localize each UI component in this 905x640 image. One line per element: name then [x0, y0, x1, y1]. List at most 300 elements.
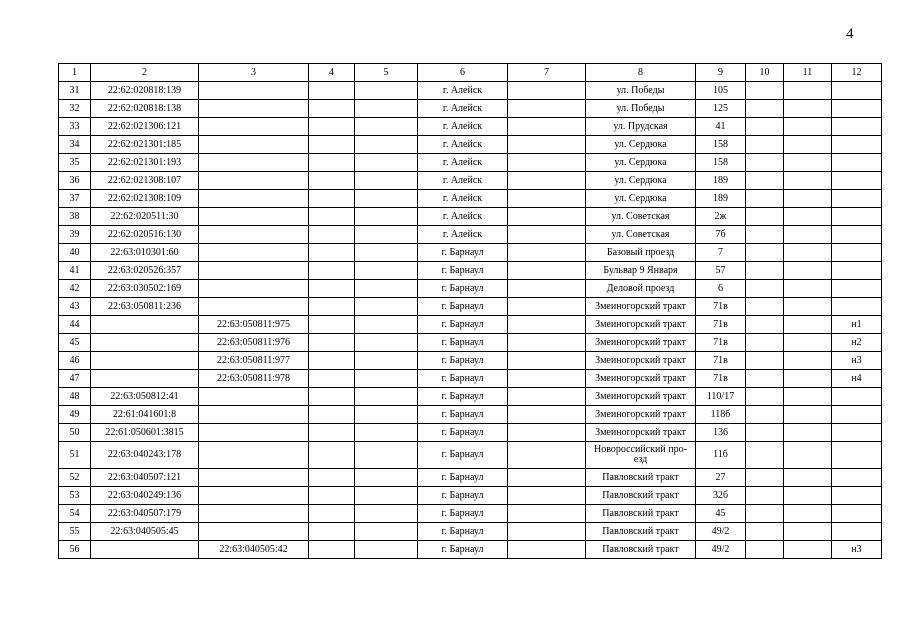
table-cell [91, 334, 199, 352]
table-cell [309, 487, 355, 505]
table-cell: ул. Победы [586, 100, 696, 118]
table-cell [309, 136, 355, 154]
table-cell [355, 208, 418, 226]
table-cell: 125 [696, 100, 746, 118]
table-cell [199, 406, 309, 424]
table-cell: 71в [696, 370, 746, 388]
table-cell [746, 424, 784, 442]
table-cell [309, 226, 355, 244]
table-cell [784, 298, 832, 316]
table-row [59, 226, 882, 244]
table-cell [746, 469, 784, 487]
table-cell [309, 523, 355, 541]
table-cell [199, 298, 309, 316]
table-cell: Новороссийский про-езд [586, 442, 696, 469]
table-cell [355, 370, 418, 388]
table-cell: 7б [696, 226, 746, 244]
table-cell [199, 424, 309, 442]
table-cell: г. Барнаул [418, 424, 508, 442]
table-cell: 22:62:021301:185 [91, 136, 199, 154]
table-body [59, 82, 882, 559]
table-cell [199, 154, 309, 172]
table-row [59, 262, 882, 280]
table-cell: г. Барнаул [418, 388, 508, 406]
table-cell [309, 541, 355, 559]
table-cell: Базовый проезд [586, 244, 696, 262]
table-cell: 22:62:020511:30 [91, 208, 199, 226]
table-cell [355, 505, 418, 523]
table-cell: 22:62:021306:121 [91, 118, 199, 136]
table-cell [355, 334, 418, 352]
table-cell [199, 172, 309, 190]
table-cell [355, 82, 418, 100]
table-cell [199, 469, 309, 487]
table-cell [309, 244, 355, 262]
table-cell [508, 541, 586, 559]
table-cell [508, 352, 586, 370]
table-cell [309, 388, 355, 406]
table-cell [746, 118, 784, 136]
table-cell [91, 352, 199, 370]
table-cell: г. Барнаул [418, 487, 508, 505]
table-cell: ул. Сердюка [586, 172, 696, 190]
table-cell: Павловский тракт [586, 487, 696, 505]
table-cell: 189 [696, 172, 746, 190]
table-cell: 38 [59, 208, 91, 226]
table-cell [746, 487, 784, 505]
table-cell: Змеиногорский тракт [586, 352, 696, 370]
table-cell [355, 244, 418, 262]
table-cell: г. Алейск [418, 154, 508, 172]
table-cell [199, 262, 309, 280]
table-cell [784, 541, 832, 559]
table-cell: г. Алейск [418, 100, 508, 118]
table-cell [832, 523, 882, 541]
table-cell: Павловский тракт [586, 541, 696, 559]
table-cell [199, 505, 309, 523]
table-cell [784, 505, 832, 523]
table-cell [832, 82, 882, 100]
table-cell: 158 [696, 136, 746, 154]
table-row [59, 469, 882, 487]
table-cell: 6 [696, 280, 746, 298]
table-cell [355, 280, 418, 298]
table-cell: 34 [59, 136, 91, 154]
registry-table [58, 63, 882, 559]
table-cell: Змеиногорский тракт [586, 424, 696, 442]
table-cell [784, 424, 832, 442]
table-row [59, 190, 882, 208]
table-cell: Бульвар 9 Января [586, 262, 696, 280]
table-row [59, 541, 882, 559]
table-cell: 22:63:040243:178 [91, 442, 199, 469]
column-header: 9 [696, 64, 746, 82]
table-cell: ул. Победы [586, 82, 696, 100]
table-cell [355, 388, 418, 406]
table-cell [746, 298, 784, 316]
table-cell: г. Барнаул [418, 298, 508, 316]
table-cell: 22:63:050811:977 [199, 352, 309, 370]
table-row [59, 82, 882, 100]
table-cell: 49/2 [696, 541, 746, 559]
table-cell [355, 442, 418, 469]
table-cell: 42 [59, 280, 91, 298]
table-cell: г. Барнаул [418, 316, 508, 334]
table-cell: 158 [696, 154, 746, 172]
table-cell [832, 190, 882, 208]
table-cell [508, 505, 586, 523]
table-cell [309, 298, 355, 316]
table-cell [784, 82, 832, 100]
table-cell: 49/2 [696, 523, 746, 541]
table-cell [508, 298, 586, 316]
table-cell: 54 [59, 505, 91, 523]
table-cell [199, 388, 309, 406]
table-cell: 22:63:050811:975 [199, 316, 309, 334]
table-cell: г. Барнаул [418, 352, 508, 370]
table-cell [309, 424, 355, 442]
column-header: 1 [59, 64, 91, 82]
table-cell [309, 334, 355, 352]
table-cell: 43 [59, 298, 91, 316]
table-cell [746, 505, 784, 523]
table-cell [199, 208, 309, 226]
table-cell: Змеиногорский тракт [586, 370, 696, 388]
table-cell: 27 [696, 469, 746, 487]
table-cell [832, 100, 882, 118]
table-cell [508, 280, 586, 298]
table-cell: 71в [696, 316, 746, 334]
table-cell: 52 [59, 469, 91, 487]
table-cell: 11б [696, 442, 746, 469]
table-cell: ул. Советская [586, 208, 696, 226]
table-cell: 37 [59, 190, 91, 208]
table-cell [309, 100, 355, 118]
table-cell: н2 [832, 334, 882, 352]
table-cell: ул. Сердюка [586, 136, 696, 154]
table-cell: 7 [696, 244, 746, 262]
table-cell: г. Барнаул [418, 442, 508, 469]
table-cell [832, 505, 882, 523]
table-cell: 41 [59, 262, 91, 280]
table-cell: 49 [59, 406, 91, 424]
table-row [59, 334, 882, 352]
table-cell [355, 469, 418, 487]
table-cell: н3 [832, 352, 882, 370]
table-row [59, 352, 882, 370]
table-cell: г. Алейск [418, 118, 508, 136]
column-header: 2 [91, 64, 199, 82]
table-cell: г. Алейск [418, 82, 508, 100]
table-cell: 22:63:050811:236 [91, 298, 199, 316]
table-row [59, 442, 882, 469]
table-cell [832, 406, 882, 424]
table-cell [199, 442, 309, 469]
table-cell [784, 442, 832, 469]
table-cell [832, 244, 882, 262]
table-cell [508, 370, 586, 388]
table-cell [746, 208, 784, 226]
table-cell: 22:63:050811:976 [199, 334, 309, 352]
table-cell: 47 [59, 370, 91, 388]
table-cell: 118б [696, 406, 746, 424]
table-cell [199, 523, 309, 541]
table-cell: г. Барнаул [418, 370, 508, 388]
table-row [59, 388, 882, 406]
table-cell [832, 298, 882, 316]
page-number: 4 [846, 26, 854, 42]
table-cell [746, 388, 784, 406]
table-cell [784, 172, 832, 190]
table-cell [784, 244, 832, 262]
table-cell: ул. Советская [586, 226, 696, 244]
table-cell [784, 487, 832, 505]
table-cell: 22:63:010301:60 [91, 244, 199, 262]
table-cell [832, 442, 882, 469]
table-cell [746, 370, 784, 388]
table-cell [784, 523, 832, 541]
table-cell [508, 136, 586, 154]
table-cell [355, 406, 418, 424]
table-row [59, 136, 882, 154]
table-cell [508, 190, 586, 208]
table-cell: г. Барнаул [418, 280, 508, 298]
table-cell: 36 [59, 172, 91, 190]
table-cell [508, 442, 586, 469]
table-cell [309, 172, 355, 190]
table-cell: 189 [696, 190, 746, 208]
table-cell: ул. Прудская [586, 118, 696, 136]
table-cell [508, 523, 586, 541]
table-row [59, 154, 882, 172]
table-cell [784, 136, 832, 154]
table-cell: 45 [696, 505, 746, 523]
table-cell [508, 316, 586, 334]
table-cell: 22:63:050812:41 [91, 388, 199, 406]
table-cell: г. Барнаул [418, 406, 508, 424]
table-cell: г. Алейск [418, 172, 508, 190]
table-cell [199, 136, 309, 154]
table-cell [355, 226, 418, 244]
table-cell [784, 280, 832, 298]
table-cell: г. Барнаул [418, 244, 508, 262]
table-cell [746, 262, 784, 280]
table-cell: 41 [696, 118, 746, 136]
table-cell [309, 406, 355, 424]
table-cell [309, 82, 355, 100]
table-cell: г. Барнаул [418, 469, 508, 487]
table-row [59, 487, 882, 505]
table-cell: г. Алейск [418, 226, 508, 244]
table-cell [309, 154, 355, 172]
table-row [59, 172, 882, 190]
table-cell: 46 [59, 352, 91, 370]
table-cell [832, 172, 882, 190]
table-cell [508, 100, 586, 118]
table-cell: 22:62:020516:130 [91, 226, 199, 244]
table-cell [508, 118, 586, 136]
table-cell [508, 406, 586, 424]
table-cell: 22:63:040507:121 [91, 469, 199, 487]
table-cell [508, 208, 586, 226]
table-cell: Павловский тракт [586, 469, 696, 487]
table-cell: 22:63:040249:136 [91, 487, 199, 505]
table-cell [355, 316, 418, 334]
table-row [59, 280, 882, 298]
table-cell [355, 190, 418, 208]
table-cell [508, 244, 586, 262]
table-cell [309, 262, 355, 280]
table-cell [746, 280, 784, 298]
table-cell: 22:63:050811:978 [199, 370, 309, 388]
table-cell [746, 226, 784, 244]
table-cell [832, 262, 882, 280]
table-cell: 22:63:040505:42 [199, 541, 309, 559]
table-cell: Змеиногорский тракт [586, 334, 696, 352]
table-cell [832, 118, 882, 136]
table-cell [746, 523, 784, 541]
table-cell: г. Алейск [418, 136, 508, 154]
table-cell: н1 [832, 316, 882, 334]
table-cell [746, 406, 784, 424]
table-cell: 22:62:020818:138 [91, 100, 199, 118]
table-row [59, 370, 882, 388]
table-cell [832, 154, 882, 172]
table-cell [355, 487, 418, 505]
table-cell [508, 469, 586, 487]
table-cell [746, 136, 784, 154]
table-cell [784, 208, 832, 226]
table-cell [746, 352, 784, 370]
table-row [59, 118, 882, 136]
table-cell: Павловский тракт [586, 505, 696, 523]
table-cell: 71в [696, 298, 746, 316]
table-cell: 22:62:021308:107 [91, 172, 199, 190]
table-cell [309, 370, 355, 388]
column-header: 10 [746, 64, 784, 82]
table-cell [199, 487, 309, 505]
table-cell: 105 [696, 82, 746, 100]
table-cell [91, 316, 199, 334]
table-cell: 35 [59, 154, 91, 172]
table-cell [832, 208, 882, 226]
table-cell [746, 172, 784, 190]
table-cell: 56 [59, 541, 91, 559]
table-cell: 2ж [696, 208, 746, 226]
table-cell: г. Барнаул [418, 334, 508, 352]
table-cell [746, 190, 784, 208]
table-cell [746, 100, 784, 118]
table-cell [309, 316, 355, 334]
table-cell: г. Барнаул [418, 262, 508, 280]
table-cell [784, 262, 832, 280]
table-cell [832, 226, 882, 244]
table-cell: ул. Сердюка [586, 154, 696, 172]
table-cell [309, 505, 355, 523]
table-cell: н3 [832, 541, 882, 559]
table-cell: 22:63:020526:357 [91, 262, 199, 280]
table-cell [91, 541, 199, 559]
column-header: 7 [508, 64, 586, 82]
table-cell [508, 154, 586, 172]
table-cell: 48 [59, 388, 91, 406]
column-header: 12 [832, 64, 882, 82]
table-cell [784, 316, 832, 334]
table-cell: Змеиногорский тракт [586, 316, 696, 334]
table-cell [508, 82, 586, 100]
table-cell [309, 280, 355, 298]
column-header: 6 [418, 64, 508, 82]
column-header: 5 [355, 64, 418, 82]
table-cell [199, 100, 309, 118]
table-cell [784, 190, 832, 208]
table-cell [832, 487, 882, 505]
table-cell [784, 226, 832, 244]
table-cell: 22:61:041601:8 [91, 406, 199, 424]
column-header: 11 [784, 64, 832, 82]
table-cell [746, 82, 784, 100]
table-cell [309, 118, 355, 136]
table-cell: г. Барнаул [418, 523, 508, 541]
table-cell [199, 190, 309, 208]
table-cell [784, 154, 832, 172]
table-cell [746, 334, 784, 352]
table-cell: Деловой проезд [586, 280, 696, 298]
table-cell [355, 118, 418, 136]
table-cell [784, 406, 832, 424]
table-cell [199, 226, 309, 244]
table-cell: г. Барнаул [418, 541, 508, 559]
table-cell: 22:62:021308:109 [91, 190, 199, 208]
table-cell: 22:62:020818:139 [91, 82, 199, 100]
column-header: 3 [199, 64, 309, 82]
table-cell: г. Барнаул [418, 505, 508, 523]
table-cell [784, 352, 832, 370]
table-cell [309, 190, 355, 208]
table-cell [508, 262, 586, 280]
table-row [59, 406, 882, 424]
table-cell: г. Алейск [418, 190, 508, 208]
table-cell [355, 154, 418, 172]
table-cell [355, 523, 418, 541]
table-cell: 22:62:021301:193 [91, 154, 199, 172]
table-cell [746, 541, 784, 559]
table-cell [746, 154, 784, 172]
table-cell: 136 [696, 424, 746, 442]
table-cell [309, 469, 355, 487]
table-cell [832, 280, 882, 298]
table-row [59, 244, 882, 262]
table-cell [199, 118, 309, 136]
table-cell: г. Алейск [418, 208, 508, 226]
table-cell [508, 172, 586, 190]
table-row [59, 505, 882, 523]
table-header-row [59, 64, 882, 82]
table-cell: Змеиногорский тракт [586, 298, 696, 316]
table-row [59, 208, 882, 226]
table-cell: 110/17 [696, 388, 746, 406]
table-cell: 44 [59, 316, 91, 334]
table-cell [355, 541, 418, 559]
table-cell: 50 [59, 424, 91, 442]
table-cell: 39 [59, 226, 91, 244]
table-cell [508, 226, 586, 244]
table-cell [309, 208, 355, 226]
table-cell [784, 118, 832, 136]
table-cell [746, 316, 784, 334]
table-cell: 22:63:040505:45 [91, 523, 199, 541]
table-cell [784, 469, 832, 487]
